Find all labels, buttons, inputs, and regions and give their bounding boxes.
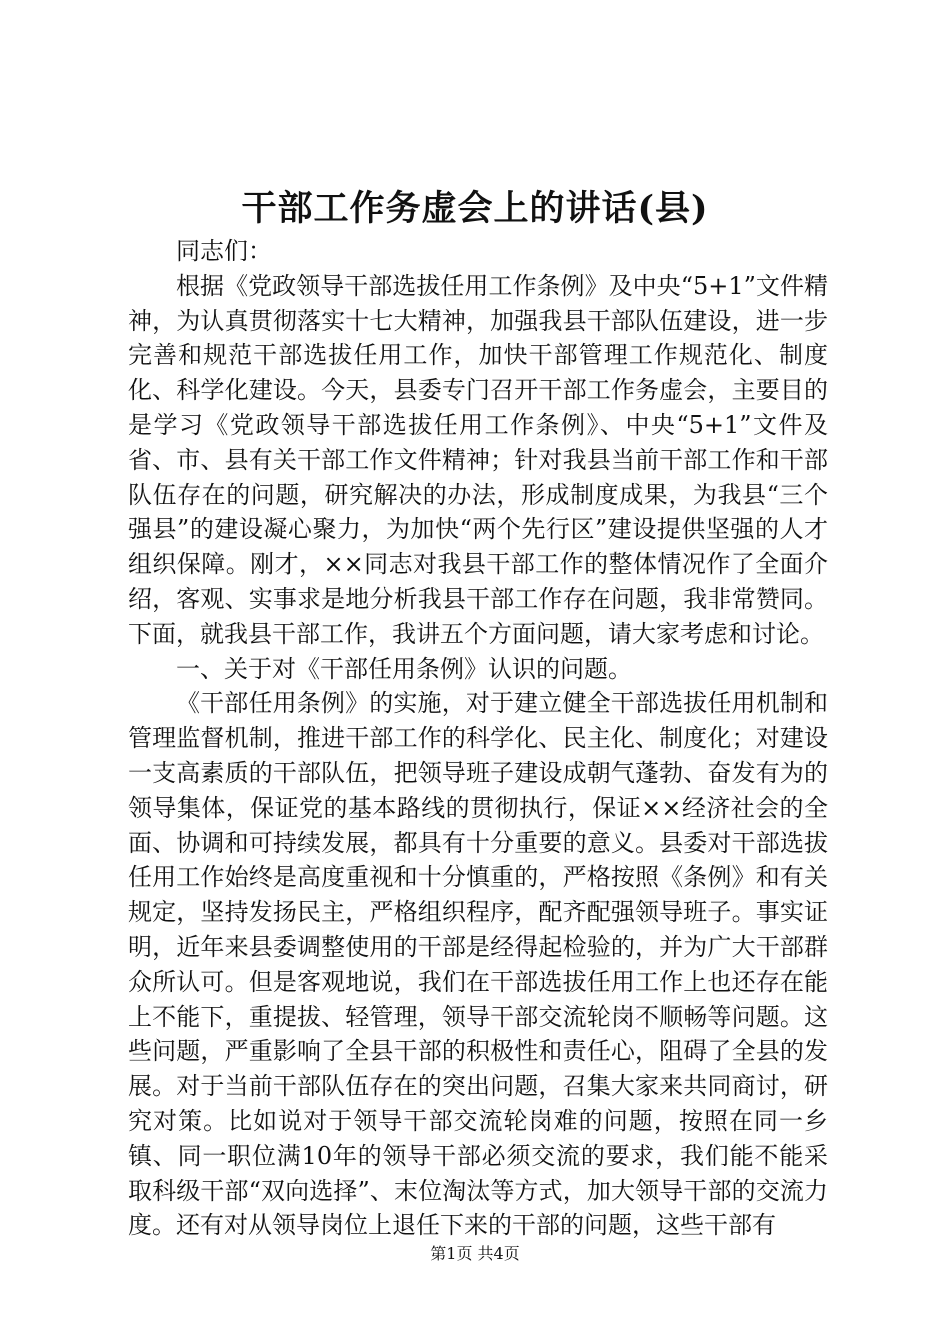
body-paragraph: 《干部任用条例》的实施，对于建立健全干部选拔任用机制和管理监督机制，推进干部工作的科学化、民主化、制度化；对建设一支高素质的干部队伍，把领导班子建设成朝气蓬勃、奋发有为的领导集体，保证党的基本路线的贯彻执行，保证××经济社会的全面、协调和可持续发展，都具有十分重要的意义。县委对干部选拔任用工作始终是高度重视和十分慎重的，严格按照《条例》和有关规定，坚持发扬民主，严格组织程序，配齐配强领导班子。事实证明，近年来县委调整使用的干部是经得起检验的，并为广大干部群众所认可。但是客观地说，我们在干部选拔任用工作上也还存在能上不能下，重提拔、轻管理，领导干部交流轮岗不顺畅等问题。这些问题，严重影响了全县干部的积极性和责任心，阻碍了全县的发展。对于当前干部队伍存在的突出问题，召集大家来共同商讨，研究对策。比如说对于领导干部交流轮岗难的问题，按照在同一乡镇、同一职位满10年的领导干部必须交流的要求，我们能不能采取科级干部“双向选择”、末位淘汰等方式，加大领导干部的交流力度。还有对从领导岗位上退任下来的干部的问题，这些干部有 xyxy=(128,689,828,1240)
document-title: 干部工作务虚会上的讲话(县) xyxy=(241,188,709,229)
page-number: 第1页 共4页 xyxy=(430,1244,520,1263)
salutation: 同志们： xyxy=(176,237,272,265)
section-heading: 一、关于对《干部任用条例》认识的问题。 xyxy=(176,654,632,683)
document-body xyxy=(128,234,828,1243)
body-paragraph: 根据《党政领导干部选拔任用工作条例》及中央“5+1”文件精神，为认真贯彻落实十七大精神，加强我县干部队伍建设，进一步完善和规范干部选拔任用工作，加快干部管理工作规范化、制度化、科学化建设。今天，县委专门召开干部工作务虚会，主要目的是学习《党政领导干部选拔任用工作条例》、中央“5+1”文件及省、市、县有关干部工作文件精神；针对我县当前干部工作和干部队伍存在的问题，研究解决的办法，形成制度成果，为我县“三个强县”的建设凝心聚力，为加快“两个先行区”建设提供坚强的人才组织保障。刚才，××同志对我县干部工作的整体情况作了全面介绍，客观、实事求是地分析我县干部工作存在问题，我非常赞同。下面，就我县干部工作，我讲五个方面问题，请大家考虑和讨论。 xyxy=(128,271,828,648)
